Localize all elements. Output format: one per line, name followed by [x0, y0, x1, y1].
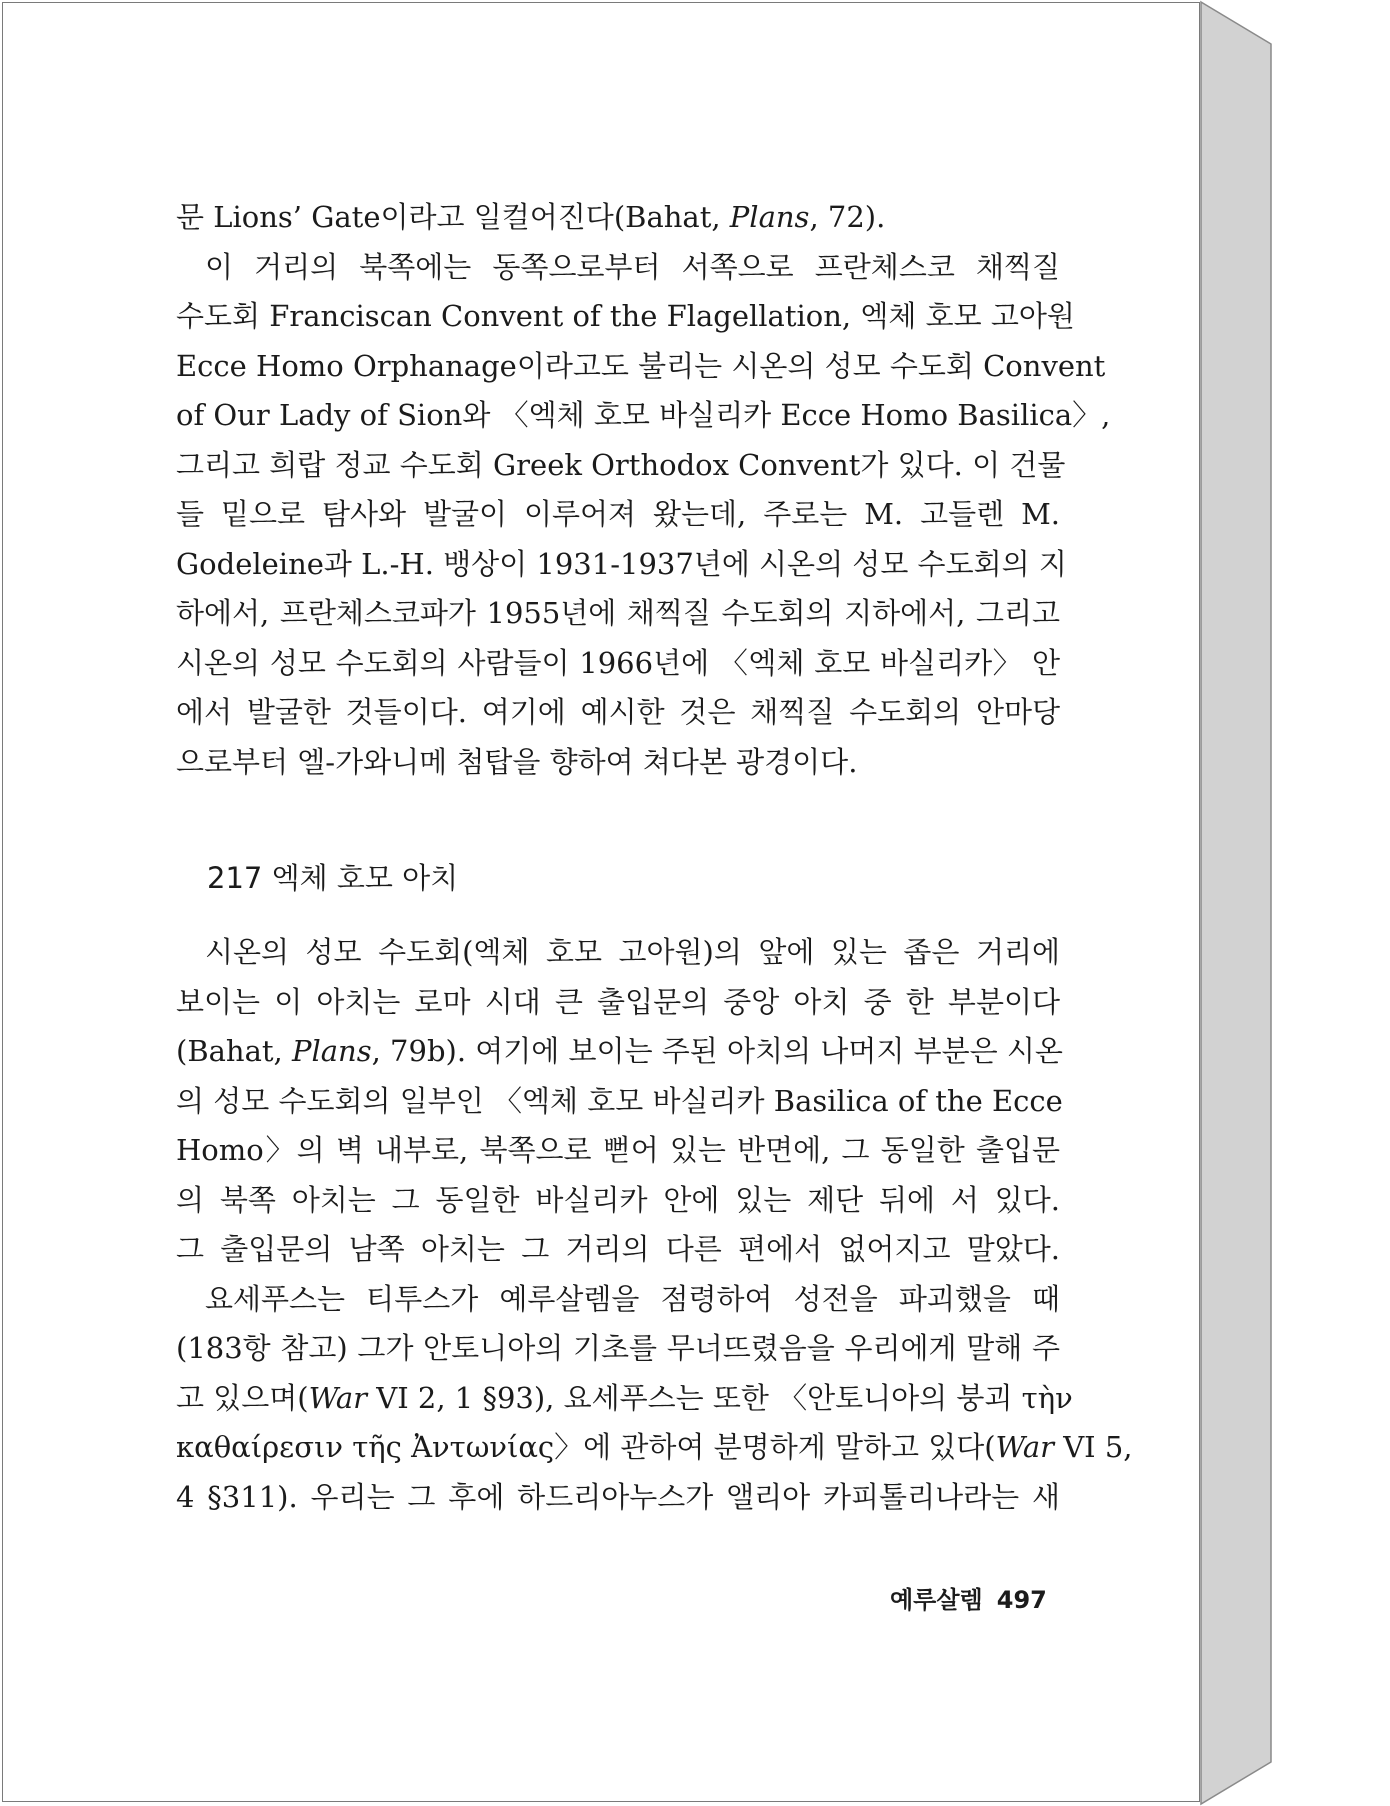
italic-citation: War — [995, 1430, 1054, 1464]
text-line: 4 §311). 우리는 그 후에 하드리아누스가 앨리아 카피톨리나라는 새 — [176, 1479, 1060, 1514]
text-line: 이 거리의 북쪽에는 동쪽으로부터 서쪽으로 프란체스코 채찍질 — [205, 249, 1060, 284]
page-footer — [890, 1580, 1047, 1615]
text-line: 수도회 Franciscan Convent of the Flagellation, 엑체 호모 고아원 — [176, 299, 1075, 333]
text-line: 에서 발굴한 것들이다. 여기에 예시한 것은 채찍질 수도회의 안마당 — [176, 695, 1060, 729]
section-heading: 217 엑체 호모 아치 — [207, 861, 459, 895]
section-body — [176, 928, 1133, 1522]
text-line: 으로부터 엘-가와니메 첨탑을 향하여 쳐다본 광경이다. — [176, 744, 858, 779]
italic-citation: War — [308, 1380, 368, 1415]
intro-paragraphs — [176, 193, 1111, 787]
text-line: 의 성모 수도회의 일부인 〈엑체 호모 바실리카 Basilica of the Ecce — [176, 1083, 1063, 1118]
text-run: , 72). — [809, 200, 886, 234]
text-run: , 79b). 여기에 보이는 주된 아치의 나머지 부분은 시온 — [371, 1034, 1063, 1068]
text-line: 시온의 성모 수도회의 사람들이 1966년에 〈엑체 호모 바실리카〉 안 — [176, 645, 1060, 680]
page-number: 497 — [996, 1586, 1047, 1614]
text-line — [176, 1423, 1133, 1473]
text-line: Homo〉의 벽 내부로, 북쪽으로 뻗어 있는 반면에, 그 동일한 출입문 — [176, 1133, 1060, 1167]
text-run: VI 2, 1 §93), 요세푸스는 또한 〈안토니아의 붕괴 τὴν — [367, 1380, 1073, 1415]
text-line: Godeleine과 L.-H. 뱅상이 1931-1937년에 시온의 성모 수도회의 지 — [176, 546, 1067, 581]
text-line — [176, 1374, 1073, 1424]
text-line — [176, 1027, 1063, 1077]
text-line: Ecce Homo Orphanage이라고도 불리는 시온의 성모 수도회 Convent — [176, 348, 1106, 383]
text-line: 그 출입문의 남쪽 아치는 그 거리의 다른 편에서 없어지고 말았다. — [176, 1232, 1060, 1266]
text-line: 들 밑으로 탐사와 발굴이 이루어져 왔는데, 주로는 M. 고들렌 M. — [176, 497, 1060, 531]
text-line: 의 북쪽 아치는 그 동일한 바실리카 안에 있는 제단 뒤에 서 있다. — [176, 1182, 1060, 1217]
text-line: of Our Lady of Sion와 〈엑체 호모 바실리카 Ecce Homo Basilica〉, — [176, 398, 1111, 432]
text-run: καθαίρεσιν τῆς Ἀντωνίας〉에 관하여 분명하게 말하고 있다( — [176, 1430, 996, 1464]
running-footer-title: 예루살렘 — [890, 1586, 983, 1614]
text-line: 하에서, 프란체스코파가 1955년에 채찍질 수도회의 지하에서, 그리고 — [176, 596, 1060, 630]
italic-citation: Plans — [729, 200, 810, 234]
text-run: (Bahat, — [176, 1034, 292, 1068]
italic-citation: Plans — [291, 1034, 372, 1068]
text-line: 그리고 희랍 정교 수도회 Greek Orthodox Convent가 있다. 이 건물 — [176, 447, 1066, 482]
text-line — [176, 193, 1060, 243]
text-line: 시온의 성모 수도회(엑체 호모 고아원)의 앞에 있는 좁은 거리에 — [205, 935, 1060, 969]
book-spine-edge — [1200, 0, 1274, 1806]
text-run: 문 Lions’ Gate이라고 일컬어진다(Bahat, — [176, 200, 730, 234]
text-line: 보이는 이 아치는 로마 시대 큰 출입문의 중앙 아치 중 한 부분이다 — [176, 984, 1060, 1019]
text-line: (183항 참고) 그가 안토니아의 기초를 무너뜨렸음을 우리에게 말해 주 — [176, 1331, 1060, 1365]
text-line: 요세푸스는 티투스가 예루살렘을 점령하여 성전을 파괴했을 때 — [205, 1281, 1060, 1316]
text-run: VI 5, — [1054, 1430, 1133, 1464]
text-run: 고 있으며( — [176, 1380, 309, 1415]
